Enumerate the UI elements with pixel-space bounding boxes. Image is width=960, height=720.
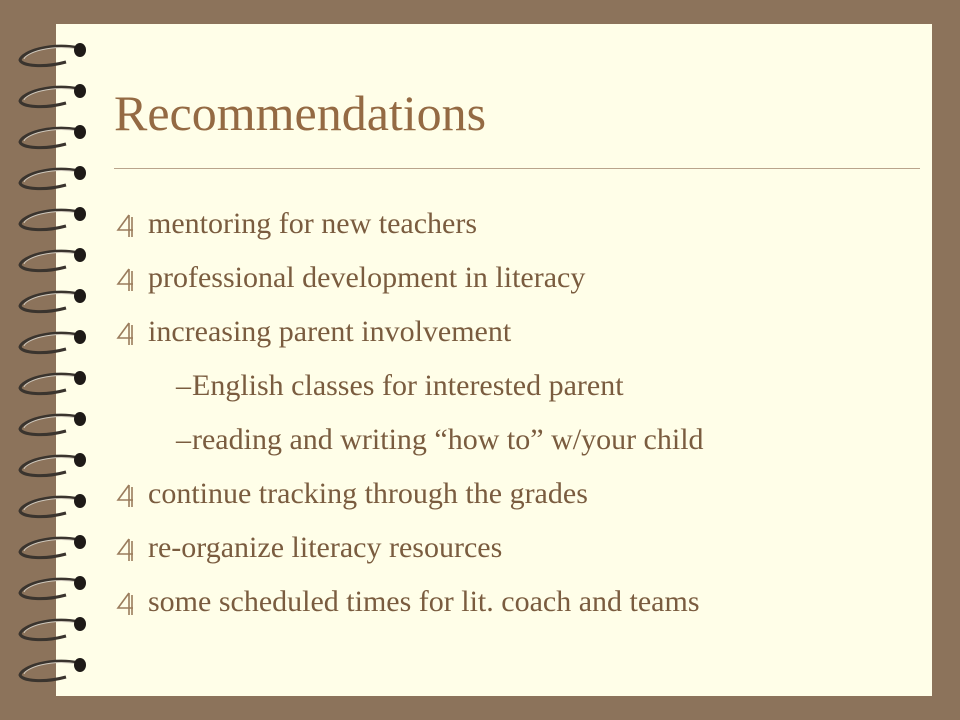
spiral-ring-highlight: [24, 335, 78, 346]
sub-bullet-item: [114, 362, 914, 416]
spiral-ring: [20, 87, 80, 106]
sub-bullet-dash: –: [176, 423, 191, 456]
spiral-hole: [74, 371, 86, 385]
bullet-item: [114, 254, 914, 308]
bullet-text: re-organize literacy resources: [148, 531, 503, 564]
spiral-ring: [20, 538, 80, 557]
spiral-ring: [20, 456, 80, 475]
spiral-ring: [20, 210, 80, 229]
spiral-hole: [74, 166, 86, 180]
spiral-ring-highlight: [24, 294, 78, 305]
spiral-ring-highlight: [24, 212, 78, 223]
spiral-ring: [20, 46, 80, 65]
spiral-ring: [20, 661, 80, 680]
four-bullet-icon: [116, 591, 136, 617]
spiral-ring: [20, 169, 80, 188]
bullet-text: professional development in literacy: [148, 261, 586, 294]
spiral-ring-highlight: [24, 417, 78, 428]
spiral-ring-highlight: [24, 130, 78, 141]
spiral-ring: [20, 251, 80, 270]
spiral-ring: [20, 620, 80, 639]
bullet-list: [114, 200, 914, 632]
spiral-ring-highlight: [24, 663, 78, 674]
sub-bullet-item: [114, 416, 914, 470]
four-bullet-icon: [116, 483, 136, 509]
bullet-text: mentoring for new teachers: [148, 207, 478, 240]
spiral-ring-highlight: [24, 499, 78, 510]
spiral-hole: [74, 84, 86, 98]
spiral-hole: [74, 330, 86, 344]
spiral-ring-highlight: [24, 458, 78, 469]
sub-bullet-dash: –: [176, 369, 191, 402]
spiral-binding: [0, 0, 120, 720]
sub-bullet-text: reading and writing “how to” w/your child: [192, 423, 704, 456]
spiral-ring-highlight: [24, 622, 78, 633]
slide-title: Recommendations: [114, 85, 487, 141]
spiral-ring: [20, 374, 80, 393]
spiral-hole: [74, 658, 86, 672]
bullet-text: continue tracking through the grades: [148, 477, 588, 510]
bullet-item: [114, 578, 914, 632]
sub-bullet-text: English classes for interested parent: [192, 369, 624, 402]
spiral-ring-highlight: [24, 48, 78, 59]
four-bullet-icon: [116, 537, 136, 563]
spiral-hole: [74, 576, 86, 590]
spiral-hole: [74, 43, 86, 57]
spiral-hole: [74, 207, 86, 221]
spiral-hole: [74, 453, 86, 467]
bullet-text: some scheduled times for lit. coach and teams: [148, 585, 700, 618]
bullet-text: increasing parent involvement: [148, 315, 512, 348]
spiral-ring: [20, 333, 80, 352]
spiral-hole: [74, 494, 86, 508]
spiral-hole: [74, 125, 86, 139]
spiral-hole: [74, 289, 86, 303]
bullet-item: [114, 308, 914, 362]
spiral-ring-highlight: [24, 540, 78, 551]
spiral-hole: [74, 412, 86, 426]
bullet-item: [114, 524, 914, 578]
four-bullet-icon: [116, 267, 136, 293]
spiral-hole: [74, 535, 86, 549]
spiral-ring-highlight: [24, 89, 78, 100]
title-divider: [114, 168, 920, 169]
spiral-ring: [20, 292, 80, 311]
four-bullet-icon: [116, 321, 136, 347]
spiral-ring: [20, 415, 80, 434]
bullet-item: [114, 470, 914, 524]
spiral-ring-highlight: [24, 171, 78, 182]
spiral-ring: [20, 579, 80, 598]
spiral-ring: [20, 497, 80, 516]
four-bullet-icon: [116, 213, 136, 239]
bullet-item: [114, 200, 914, 254]
spiral-hole: [74, 248, 86, 262]
spiral-hole: [74, 617, 86, 631]
spiral-ring-highlight: [24, 253, 78, 264]
spiral-ring-highlight: [24, 376, 78, 387]
spiral-ring: [20, 128, 80, 147]
spiral-ring-highlight: [24, 581, 78, 592]
